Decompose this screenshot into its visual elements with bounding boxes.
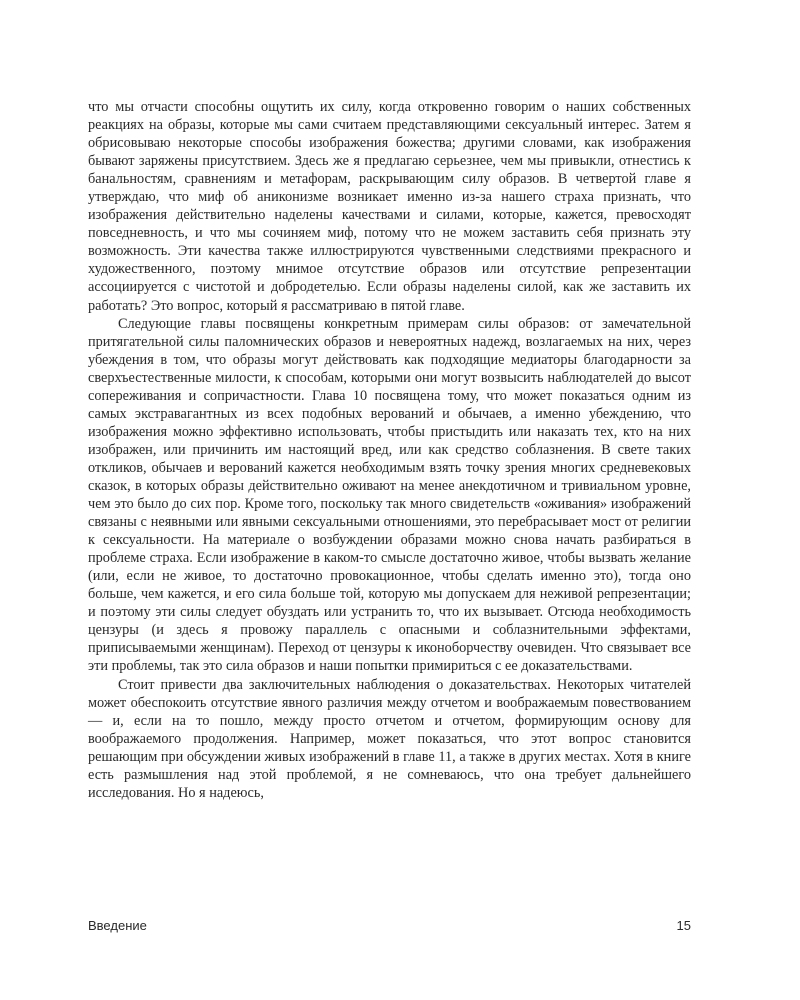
paragraph-continuation: что мы отчасти способны ощутить их силу, когда откровенно говорим о наших собственных реакциях на образы, которые мы сами считаем представляющими сексуальный интерес. Затем я обрисовываю некоторые способы изображения божества; другими словами, как изображения бывают заряжены присутствием. Здесь же я предлагаю серьезнее, чем мы привыкли, отнестись к банальностям, сравнениям и метафорам, раскрывающим силу образов. В четвертой главе я утверждаю, что миф об аниконизме возникает именно из-за нашего страха признать, что изображения действительно наделены качествами и силами, которые, кажется, превосходят повседневность, и что мы сочиняем миф, потому что не можем заставить себя признать эту возможность. Эти качества также иллюстрируются чувственными следствиями прекрасного и художественного, поэтому мнимое отсутствие образов или отсутствие репрезентации ассоциируется с чистотой и добродетелью. Если образы наделены силой, как же заставить их работать? Это вопрос, который я рассматриваю в пятой главе.	[88, 99, 691, 314]
paragraph-chapters-overview: Следующие главы посвящены конкретным примерам силы образов: от замечательной притягательной силы паломнических образов и невероятных надежд, возлагаемых на них, через убеждения в том, что образы могут действовать как подходящие медиаторы благодарности за сверхъестественные милости, к способам, которыми они могут возвысить наблюдателей до высот сопереживания и сопричастности. Глава 10 посвящена тому, что может показаться одним из самых экстравагантных из всех подобных верований и обычаев, а именно убеждению, что изображения можно эффективно использовать, чтобы пристыдить или наказать тех, кто на них изображен, или причинить им настоящий вред, или как средство соблазнения. В свете таких откликов, обычаев и верований кажется необходимым взять точку зрения многих средневековых сказок, в которых образы действительно оживают на менее анекдотичном и тривиальном уровне, чем это было до сих пор. Кроме того, поскольку так много свидетельств «оживания» изображений связаны с неявными или явными сексуальными отношениями, это перебрасывает мост от религии к сексуальности. На материале о возбуждении образами можно снова начать разбираться в проблеме страха. Если изображение в каком-то смысле достаточно живое, чтобы вызвать желание (или, если не живое, то достаточно провокационное, чтобы сделать именно это), тогда оно больше, чем кажется, и его сила больше той, которую мы допускаем для неживой репрезентации; и поэтому эти силы следует обуздать или устранить то, что их вызывает. Отсюда необходимость цензуры (и здесь я провожу параллель с опасными и соблазнительными эффектами, приписываемыми женщинам). Переход от цензуры к иконоборчеству очевиден. Что связывает все эти проблемы, так это сила образов и наши попытки примириться с ее доказательствами.	[88, 315, 691, 675]
body-text	[88, 98, 691, 802]
paragraph-evidence-observations: Стоит привести два заключительных наблюдения о доказательствах. Некоторых читателей может обеспокоить отсутствие явного различия между отчетом и воображаемым повествованием — и, если на то пошло, между просто отчетом и отчетом, формирующим основу для воображаемого продолжения. Например, может показаться, что этот вопрос становится решающим при обсуждении живых изображений в главе 11, а также в других местах. Хотя в книге есть размышления над этой проблемой, я не сомневаюсь, что она требует дальнейшего исследования. Но я надеюсь,	[88, 676, 691, 801]
page-number: 15	[676, 918, 691, 933]
running-footer-title: Введение	[88, 918, 147, 933]
